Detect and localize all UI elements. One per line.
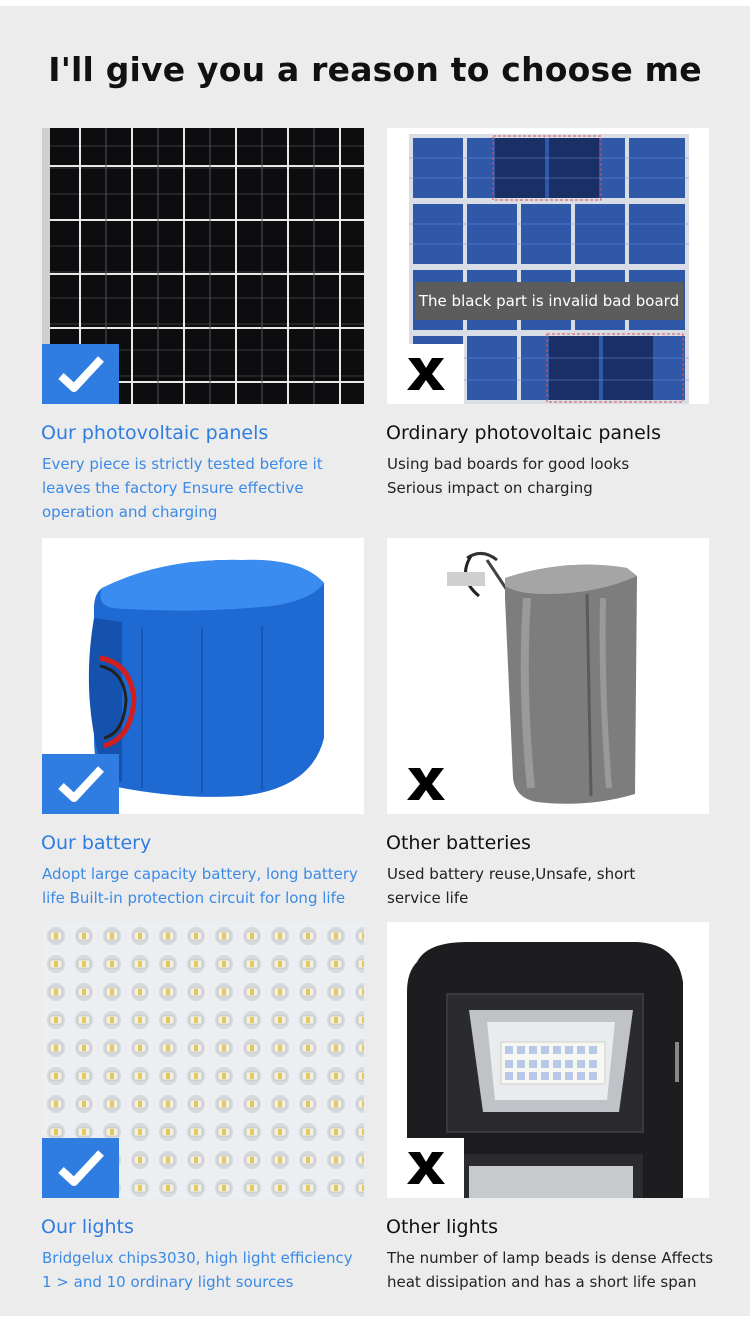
- desc-line: Using bad boards for good looks: [387, 455, 630, 473]
- other-panels-heading: Ordinary photovoltaic panels: [386, 422, 661, 444]
- bad-badge: [387, 344, 464, 404]
- our-panels-desc: [42, 452, 323, 524]
- bad-badge: [387, 1138, 464, 1198]
- desc-line: 1 > and 10 ordinary light sources: [42, 1273, 294, 1291]
- page-title: I'll give you a reason to choose me: [48, 50, 702, 89]
- our-panels-heading: Our photovoltaic panels: [41, 422, 269, 444]
- desc-line: operation and charging: [42, 503, 218, 521]
- check-icon: [57, 1148, 105, 1188]
- our-lights-desc: [42, 1246, 353, 1294]
- desc-line: leaves the factory Ensure effective: [42, 479, 304, 497]
- other-lights-desc: [387, 1246, 713, 1294]
- check-icon: [57, 354, 105, 394]
- other-panels-desc: [387, 452, 629, 500]
- bad-badge: [387, 754, 464, 814]
- check-icon: [57, 764, 105, 804]
- desc-line: life Built-in protection circuit for long life: [42, 889, 346, 907]
- desc-line: Every piece is strictly tested before it: [42, 455, 323, 473]
- good-badge: [42, 754, 119, 814]
- other-panel-image: [387, 128, 709, 404]
- other-battery-image: [387, 538, 709, 814]
- good-badge: [42, 344, 119, 404]
- cross-icon: [404, 1150, 448, 1186]
- other-battery-desc: [387, 862, 635, 910]
- our-battery-heading: Our battery: [41, 832, 152, 854]
- other-lights-image: [387, 922, 709, 1198]
- good-badge: [42, 1138, 119, 1198]
- desc-line: Bridgelux chips3030, high light efficiency: [42, 1249, 353, 1267]
- desc-line: Serious impact on charging: [387, 479, 593, 497]
- cross-icon: [404, 356, 448, 392]
- desc-line: Adopt large capacity battery, long battery: [42, 865, 358, 883]
- desc-line: Used battery reuse,Unsafe, short: [387, 865, 636, 883]
- cross-icon: [404, 766, 448, 802]
- desc-line: The number of lamp beads is dense Affects: [387, 1249, 714, 1267]
- our-battery-image: [42, 538, 364, 814]
- other-battery-heading: Other batteries: [386, 832, 531, 854]
- comparison-page: [0, 6, 750, 1316]
- desc-line: service life: [387, 889, 469, 907]
- our-panel-image: [42, 128, 364, 404]
- our-lights-image: [42, 922, 364, 1198]
- our-battery-desc: [42, 862, 358, 910]
- bad-board-caption: The black part is invalid bad board: [415, 282, 683, 320]
- other-lights-heading: Other lights: [386, 1216, 498, 1238]
- our-lights-heading: Our lights: [41, 1216, 134, 1238]
- desc-line: heat dissipation and has a short life span: [387, 1273, 697, 1291]
